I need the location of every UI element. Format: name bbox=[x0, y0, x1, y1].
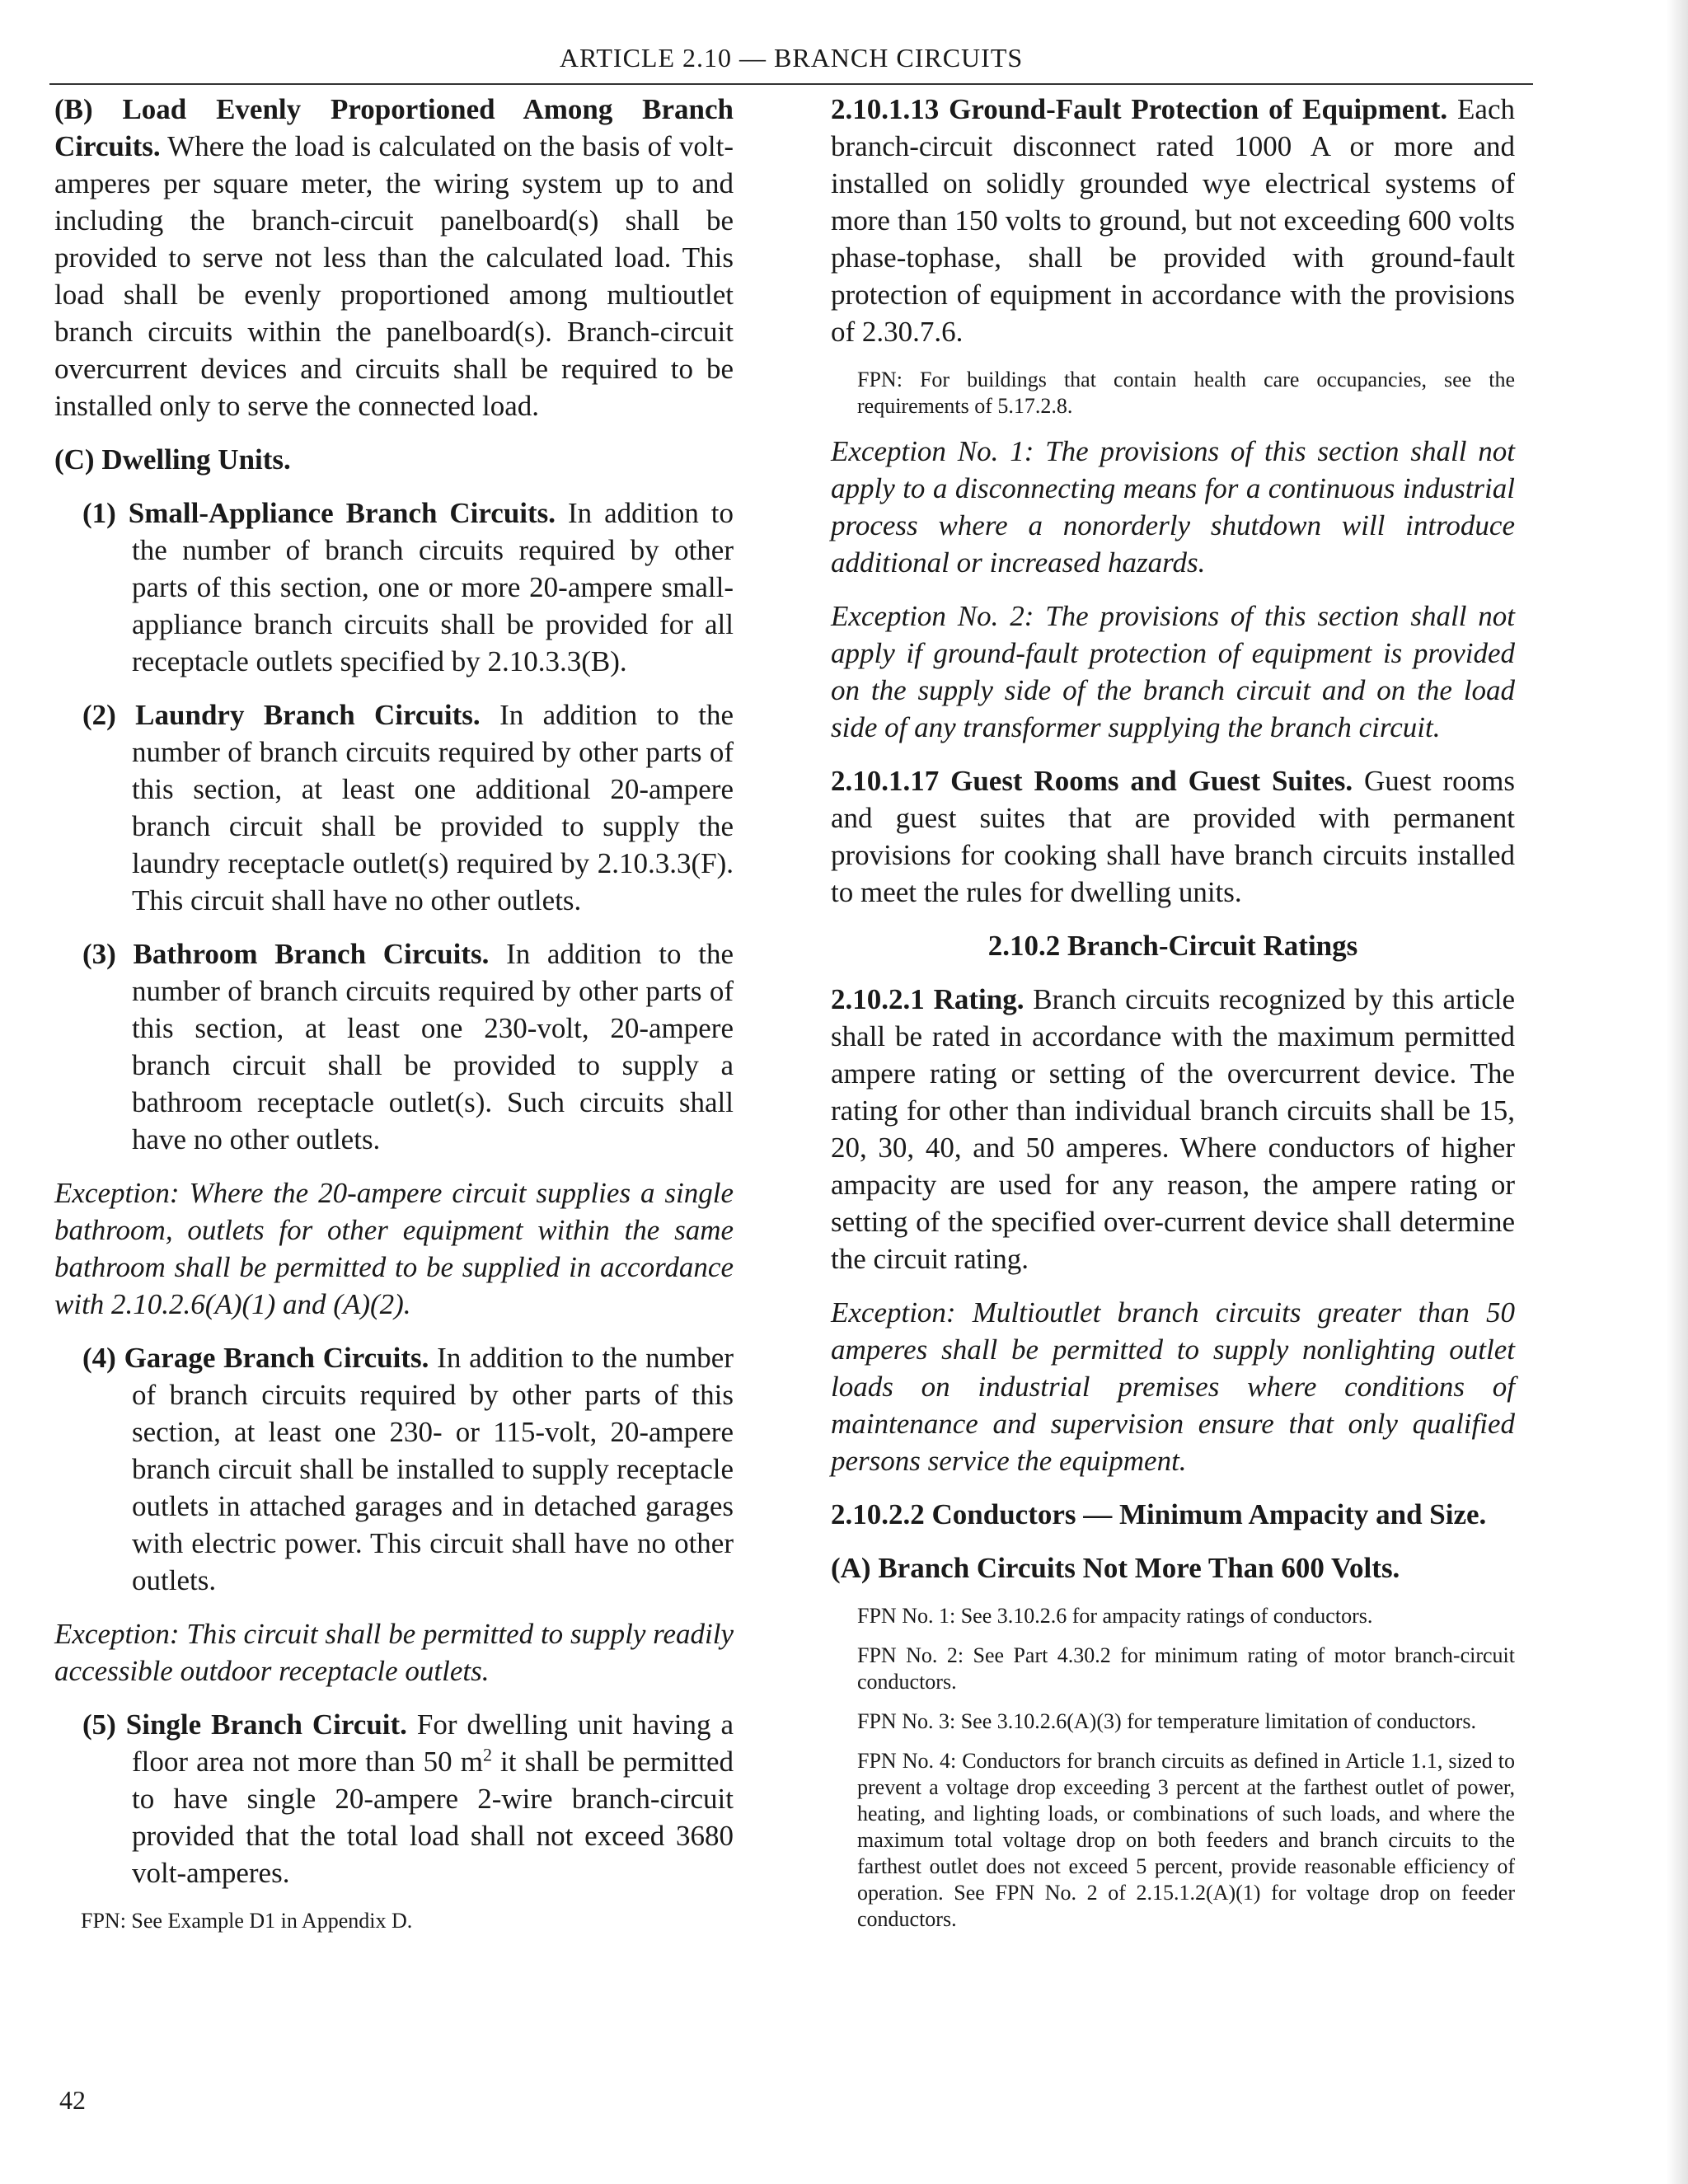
item-garage bbox=[54, 1339, 734, 1599]
item-4-heading: (4) Garage Branch Circuits. bbox=[82, 1342, 429, 1374]
exception-garage: Exception: This circuit shall be permitted to supply readily accessible outdoor receptacle outlets. bbox=[54, 1618, 734, 1687]
item-2-text: In addition to the number of branch circuits required by other parts of this section, at least one additional 20-ampere branch circuit shall be provided to supply the laundry receptacle outlet(s) required by 2.10.3.3(F). This circuit shall have no other outlets. bbox=[132, 699, 734, 916]
section-2-10-1-17 bbox=[831, 762, 1515, 911]
page-edge-shadow bbox=[1667, 0, 1688, 2184]
item-5-text-a: For dwelling unit having a floor area not more than 50 m bbox=[132, 1708, 734, 1778]
exception-bathroom: Exception: Where the 20-ampere circuit supplies a single bathroom, outlets for other equipment within the same bathroom shall be permitted to be supplied in accordance with 2.10.2.6(A)(1) and (A)(2). bbox=[54, 1177, 734, 1320]
left-column bbox=[54, 91, 734, 1947]
superscript-2: 2 bbox=[482, 1744, 492, 1765]
exception-multioutlet: Exception: Multioutlet branch circuits greater than 50 amperes shall be permitted to supply nonlighting outlet loads on industrial premises where conditions of maintenance and supervision ensure that only qualified persons service the equipment. bbox=[831, 1296, 1515, 1477]
item-1-text: In addition to the number of branch circuits required by other parts of this section, one or more 20-ampere small-appliance branch circuits shall be provided for all receptacle outlets specified by 2.10.3.3(B). bbox=[132, 497, 734, 677]
page-header: ARTICLE 2.10 — BRANCH CIRCUITS bbox=[559, 43, 1024, 73]
item-4-text: In addition to the number of branch circuits required by other parts of this section, at least one 230- or 115-volt, 20-ampere branch circuit shall be installed to supply receptacle outlets in attached garages and in detached garages with electric power. This circuit shall have no other outlets. bbox=[132, 1342, 734, 1596]
section-2-10-1-17-text: Guest rooms and guest suites that are provided with permanent provisions for cooking shall have branch circuits installed to meet the rules for dwelling units. bbox=[831, 765, 1515, 908]
page-number: 42 bbox=[59, 2085, 86, 2115]
header-rule bbox=[49, 83, 1533, 85]
section-b bbox=[54, 91, 734, 424]
item-3-heading: (3) Bathroom Branch Circuits. bbox=[82, 938, 490, 970]
exception-no-2: Exception No. 2: The provisions of this section shall not apply if ground-fault protection of equipment is provided on the supply side of the branch circuit and on the load side of any transformer supplying the branch circuit. bbox=[831, 600, 1515, 743]
right-column bbox=[831, 91, 1515, 1946]
section-2-10-2-2-heading: 2.10.2.2 Conductors — Minimum Ampacity and Size. bbox=[831, 1498, 1487, 1530]
section-2-10-2-1 bbox=[831, 981, 1515, 1277]
item-small-appliance bbox=[54, 494, 734, 680]
item-bathroom bbox=[54, 935, 734, 1158]
section-b-text: Where the load is calculated on the basis of volt-amperes per square meter, the wiring system up to and including the branch-circuit panelboard(s) shall be provided to serve not less than the calculated load. This load shall be evenly proportioned among multioutlet branch circuits within the panelboard(s). Branch-circuit overcurrent devices and circuits shall be required to be installed only to serve the connected load. bbox=[54, 130, 734, 422]
fpn-health-care: FPN: For buildings that contain health care occupancies, see the requirements of 5.17.2.8. bbox=[857, 368, 1515, 418]
section-2-10-1-17-heading: 2.10.1.17 Guest Rooms and Guest Suites. bbox=[831, 765, 1353, 797]
item-5-heading: (5) Single Branch Circuit. bbox=[82, 1708, 407, 1741]
item-laundry bbox=[54, 696, 734, 919]
item-2-heading: (2) Laundry Branch Circuits. bbox=[82, 699, 481, 731]
section-2-10-2-1-text: Branch circuits recognized by this article shall be rated in accordance with the maximum permitted ampere rating or setting of the overcurrent device. The rating for other than individual branch circuits shall be 15, 20, 30, 40, and 50 amperes. Where conductors of higher ampacity are used for any reason, the ampere rating or setting of the specified over-current device shall determine the circuit rating. bbox=[831, 983, 1516, 1275]
part-2-10-2-heading: 2.10.2 Branch-Circuit Ratings bbox=[987, 930, 1358, 962]
section-a-heading: (A) Branch Circuits Not More Than 600 Volts. bbox=[831, 1552, 1400, 1584]
section-2-10-1-13 bbox=[831, 91, 1515, 350]
fpn-appendix-d: FPN: See Example D1 in Appendix D. bbox=[81, 1909, 413, 1933]
section-b-heading: (B) Load Evenly Proportioned Among Branch Circuits. bbox=[54, 93, 734, 162]
fpn-no-2: FPN No. 2: See Part 4.30.2 for minimum rating of motor branch-circuit conductors. bbox=[857, 1643, 1515, 1694]
section-2-10-2-1-heading: 2.10.2.1 Rating. bbox=[831, 983, 1025, 1015]
item-single-branch bbox=[54, 1706, 734, 1891]
section-c-heading: (C) Dwelling Units. bbox=[54, 443, 291, 476]
item-5-text-b: it shall be permitted to have single 20-ampere 2-wire branch-circuit provided that the total load shall not exceed 3680 volt-amperes. bbox=[132, 1746, 734, 1889]
fpn-no-1: FPN No. 1: See 3.10.2.6 for ampacity ratings of conductors. bbox=[857, 1604, 1373, 1628]
exception-no-1: Exception No. 1: The provisions of this section shall not apply to a disconnecting means for a continuous industrial process where a nonorderly shutdown will introduce additional or increased hazards. bbox=[831, 435, 1515, 579]
section-2-10-1-13-text: Each branch-circuit disconnect rated 1000 A or more and installed on solidly grounded wye electrical systems of more than 150 volts to ground, but not exceeding 600 volts phase-tophase, shall be provided with ground-fault protection of equipment in accordance with the provisions of 2.30.7.6. bbox=[831, 93, 1515, 348]
item-1-heading: (1) Small-Appliance Branch Circuits. bbox=[82, 497, 556, 529]
fpn-no-3: FPN No. 3: See 3.10.2.6(A)(3) for temperature limitation of conductors. bbox=[857, 1709, 1476, 1733]
section-2-10-1-13-heading: 2.10.1.13 Ground-Fault Protection of Equipment. bbox=[831, 93, 1448, 125]
item-3-text: In addition to the number of branch circuits required by other parts of this section, at least one 230-volt, 20-ampere branch circuit shall be provided to supply a bathroom receptacle outlet(s). Such circuits shall have no other outlets. bbox=[132, 938, 734, 1155]
fpn-no-4: FPN No. 4: Conductors for branch circuits as defined in Article 1.1, sized to prevent a voltage drop exceeding 3 percent at the farthest outlet of power, heating, and lighting loads, or combinations of such loads, and where the maximum total voltage drop on both feeders and branch circuits to the farthest outlet does not exceed 5 percent, provide reasonable efficiency of operation. See FPN No. 2 of 2.15.1.2(A)(1) for voltage drop on feeder conductors. bbox=[857, 1749, 1515, 1931]
